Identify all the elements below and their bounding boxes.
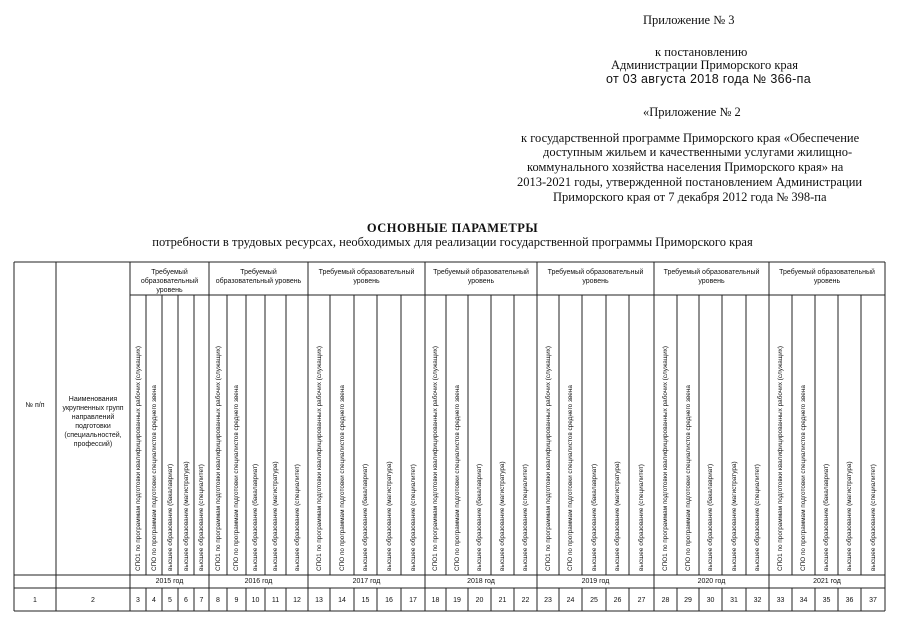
level-label: высшее образование (магистратура) bbox=[614, 461, 621, 571]
level-label: СПО1 по программам подготовки квалифицированных рабочих (служащих) bbox=[432, 346, 439, 571]
column-number: 11 bbox=[271, 597, 280, 604]
level-label: СПО1 по программам подготовки квалифицированных рабочих (служащих) bbox=[315, 346, 323, 571]
column-number: 8 bbox=[216, 597, 220, 604]
column-number: 28 bbox=[661, 597, 670, 604]
program-text-5: Приморского края от 7 декабря 2012 года № 398-па bbox=[553, 190, 827, 204]
column-number: 4 bbox=[152, 597, 156, 604]
column-number: 25 bbox=[590, 597, 598, 604]
level-label: СПО по программам подготовки специалистов среднего звена bbox=[453, 385, 461, 571]
year-label: 2020 год bbox=[697, 578, 726, 585]
column-number: 36 bbox=[845, 597, 854, 604]
level-label: СПО1 по программам подготовки квалифицированных рабочих (служащих) bbox=[134, 346, 142, 571]
level-label: высшее образование (магистратура) bbox=[385, 461, 393, 571]
level-label: СПО по программам подготовки специалистов среднего звена bbox=[338, 385, 346, 571]
column-number: 16 bbox=[385, 597, 393, 604]
level-label: высшее образование (магистратура) bbox=[272, 461, 279, 571]
level-label: высшее образование (бакалавриат) bbox=[823, 463, 830, 571]
appendix-number: Приложение № 3 bbox=[643, 13, 735, 27]
document-title: ОСНОВНЫЕ ПАРАМЕТРЫ bbox=[366, 221, 539, 235]
column-number: 21 bbox=[498, 597, 507, 604]
column-number: 5 bbox=[168, 597, 172, 604]
column-number: 26 bbox=[613, 597, 622, 604]
column-number: 2 bbox=[91, 597, 95, 604]
year-label: 2021 год bbox=[813, 578, 841, 585]
level-label: высшее образование (бакалавриат) bbox=[362, 463, 369, 571]
column-number: 19 bbox=[453, 597, 461, 604]
level-label: СПО1 по программам подготовки квалифицированных рабочих (служащих) bbox=[662, 346, 669, 571]
column-number: 6 bbox=[184, 597, 188, 604]
column-number: 14 bbox=[338, 597, 346, 604]
level-label: высшее образование (бакалавриат) bbox=[476, 463, 483, 571]
column-number: 34 bbox=[799, 597, 808, 604]
column-number: 9 bbox=[234, 597, 239, 604]
group-header-required-level: Требуемый образовательный уровень bbox=[215, 269, 302, 285]
column-number: 3 bbox=[136, 597, 140, 604]
level-label: СПО1 по программам подготовки квалифицированных рабочих (служащих) bbox=[214, 346, 222, 571]
column-number: 27 bbox=[637, 597, 646, 604]
col-name-header: Наименования укрупненных групп направлений подготовки (специальностей, профессий) bbox=[62, 396, 124, 448]
level-label: СПО1 по программам подготовки квалифицированных рабочих (служащих) bbox=[777, 346, 784, 571]
column-number: 24 bbox=[566, 597, 575, 604]
level-label: высшее образование (магистратура) bbox=[846, 461, 853, 571]
column-number: 30 bbox=[706, 597, 715, 604]
program-text-4: 2013-2021 годы, утвержденной постановлением Администрации bbox=[517, 175, 863, 189]
column-number: 20 bbox=[475, 597, 484, 604]
column-number: 17 bbox=[409, 597, 417, 604]
appendix-2-title: «Приложение № 2 bbox=[643, 105, 741, 119]
group-header-required-level: Требуемый образовательный уровень bbox=[779, 269, 875, 285]
level-label: высшее образование (специалитет) bbox=[522, 464, 529, 571]
level-label: высшее образование (магистратура) bbox=[730, 461, 738, 571]
level-label: СПО по программам подготовки специалистов среднего звена bbox=[684, 385, 692, 571]
column-number: 13 bbox=[315, 597, 323, 604]
document-subtitle: потребности в трудовых ресурсах, необходимых для реализации государственной программы Приморского края bbox=[152, 235, 753, 249]
column-number: 22 bbox=[521, 597, 530, 604]
level-label: высшее образование (магистратура) bbox=[499, 461, 506, 571]
column-number: 37 bbox=[869, 597, 877, 604]
year-label: 2019 год bbox=[581, 578, 610, 585]
column-number: 10 bbox=[251, 597, 260, 604]
level-label: высшее образование (специалитет) bbox=[869, 464, 877, 571]
column-number: 7 bbox=[199, 597, 204, 604]
column-number: 18 bbox=[431, 597, 440, 604]
level-label: высшее образование (специалитет) bbox=[754, 464, 761, 571]
group-header-required-level: Требуемый образовательный уровень bbox=[547, 269, 644, 285]
group-header-required-level: Требуемый образовательный уровень bbox=[318, 269, 415, 285]
year-label: 2016 год bbox=[244, 578, 273, 585]
column-number: 23 bbox=[544, 597, 552, 604]
program-text-2: доступным жильем и качественными услугами жилищно- bbox=[543, 145, 853, 159]
appendix-ref-line: к постановлению bbox=[655, 45, 748, 59]
column-number: 15 bbox=[361, 597, 370, 604]
level-label: высшее образование (специалитет) bbox=[409, 464, 417, 571]
column-number: 35 bbox=[822, 597, 831, 604]
column-number: 32 bbox=[753, 597, 762, 604]
column-number: 33 bbox=[776, 597, 785, 604]
col-number-header: № п/п bbox=[25, 402, 45, 409]
group-header-required-level: Требуемый образовательный уровень bbox=[663, 269, 760, 285]
group-header-required-level: Требуемый образовательный уровень bbox=[140, 269, 199, 294]
group-header-required-level: Требуемый образовательный уровень bbox=[433, 269, 529, 285]
level-label: высшее образование (специалитет) bbox=[638, 464, 645, 571]
column-number: 29 bbox=[684, 597, 692, 604]
level-label: высшее образование (бакалавриат) bbox=[707, 463, 714, 571]
program-text-1: к государственной программе Приморского края «Обеспечение bbox=[521, 131, 860, 145]
level-label: высшее образование (специалитет) bbox=[293, 464, 301, 571]
level-label: СПО по программам подготовки специалистов среднего звена bbox=[233, 385, 240, 571]
year-label: 2017 год bbox=[352, 578, 381, 585]
year-label: 2018 год bbox=[467, 578, 495, 585]
program-text-3: коммунального хозяйства населения Приморского края» на bbox=[527, 160, 844, 174]
level-label: высшее образование (магистратура) bbox=[182, 461, 190, 571]
level-label: высшее образование (бакалавриат) bbox=[252, 463, 259, 571]
year-label: 2015 год bbox=[155, 578, 184, 585]
column-number: 1 bbox=[33, 597, 37, 604]
appendix-ref-date: от 03 августа 2018 года № 366-па bbox=[606, 72, 811, 86]
level-label: высшее образование (специалитет) bbox=[198, 464, 205, 571]
level-label: высшее образование (бакалавриат) bbox=[590, 463, 598, 571]
level-label: СПО по программам подготовки специалистов среднего звена bbox=[800, 385, 807, 571]
level-label: высшее образование (бакалавриат) bbox=[166, 463, 174, 571]
column-number: 31 bbox=[730, 597, 738, 604]
appendix-ref-admin: Администрации Приморского края bbox=[611, 58, 798, 72]
level-label: СПО по программам подготовки специалистов среднего звена bbox=[567, 385, 574, 571]
level-label: СПО1 по программам подготовки квалифицированных рабочих (служащих) bbox=[544, 346, 552, 571]
column-number: 12 bbox=[293, 597, 301, 604]
level-label: СПО по программам подготовки специалистов среднего звена bbox=[150, 385, 158, 571]
